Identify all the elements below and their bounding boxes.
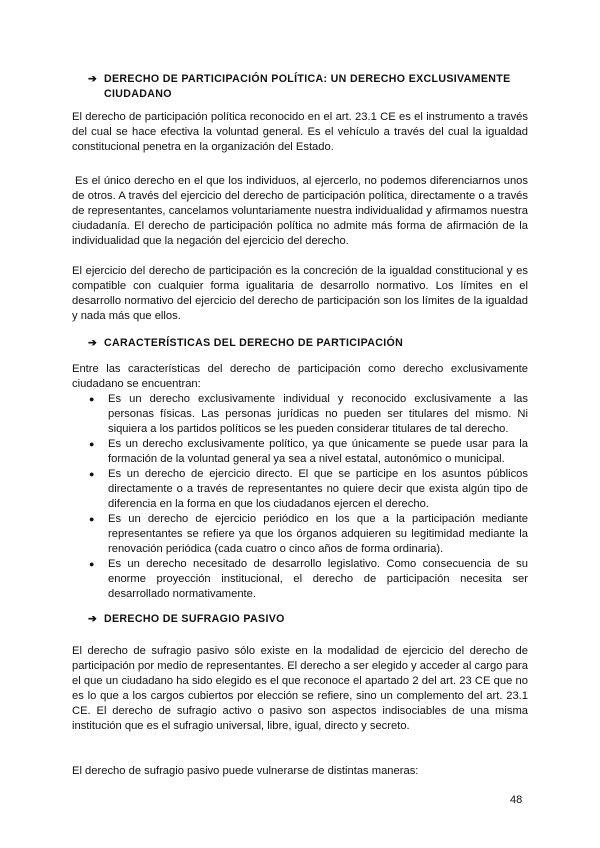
characteristics-list xyxy=(72,392,528,602)
list-item xyxy=(72,437,528,467)
bullet-icon: ● xyxy=(89,559,95,569)
list-item-text: Es un derecho de ejercicio directo. El que se participe en los asuntos públicos directamente o a través de representantes no quiere decir que exista algún tipo de diferencia en la forma en que los ciudadanos ejercen el derecho. xyxy=(108,468,528,510)
heading-text: DERECHO DE SUFRAGIO PASIVO xyxy=(104,613,285,625)
heading-text: CARACTERÍSTICAS DEL DERECHO DE PARTICIPACIÓN xyxy=(104,337,404,349)
bullet-icon: ● xyxy=(89,439,95,449)
heading-sufragio-pasivo xyxy=(88,612,528,627)
paragraph-5: El derecho de sufragio pasivo sólo existe en la modalidad de ejercicio del derecho de participación por medio de representantes. El derecho a ser elegido y acceder al cargo para el que un ciudadano ha sido elegido es el que reconoce el apartado 2 del art. 23 CE que no es lo que a los cargos cubiertos por elección se refiere, sino un complemento del art. 23.1 CE. El derecho de sufragio activo o pasivo son aspectos indisociables de una misma institución que es el sufragio universal, libre, igual, directo y secreto. xyxy=(72,645,528,732)
heading-line-2: CIUDADANO xyxy=(104,88,172,100)
list-item xyxy=(72,467,528,512)
arrow-icon: ➔ xyxy=(88,73,98,85)
list-item xyxy=(72,557,528,602)
list-item xyxy=(72,512,528,557)
paragraph-1: El derecho de participación política reconocido en el art. 23.1 CE es el instrumento a través del cual se hace efectiva la voluntad general. Es el vehículo a través del cual la igualdad constitucional penetra en la organización del Estado. xyxy=(72,111,528,153)
bullet-icon: ● xyxy=(89,469,95,479)
paragraph-3: El ejercicio del derecho de participación es la concreción de la igualdad constitucional y es compatible con cualquier forma igualitaria de desarrollo normativo. Los límites en el desarrollo normativo del ejercicio del derecho de participación son los límites de la igualdad y nada más que ellos. xyxy=(72,265,528,322)
arrow-icon: ➔ xyxy=(88,613,98,625)
heading-line-1: DERECHO DE PARTICIPACIÓN POLÍTICA: UN DERECHO EXCLUSIVAMENTE xyxy=(104,73,511,85)
list-item-text: Es un derecho exclusivamente individual y reconocido exclusivamente a las personas físicas. Las personas jurídicas no pueden ser titulares del mismo. Ni siquiera a los partidos políticos se les pueden considerar titulares de tal derecho. xyxy=(108,393,528,435)
paragraph-4: Entre las características del derecho de participación como derecho exclusivamente ciudadano se encuentran: xyxy=(72,363,528,390)
heading-caracteristicas xyxy=(88,336,528,351)
list-item-text: Es un derecho de ejercicio periódico en los que a la participación mediante representantes se refiere ya que los órganos adquieren su legitimidad mediante la renovación periódica (cada cuatro o cinco años de forma ordinaria). xyxy=(108,513,528,555)
list-item-text: Es un derecho exclusivamente político, ya que únicamente se puede usar para la formación de la voluntad general ya sea a nivel estatal, autonómico o municipal. xyxy=(108,438,528,465)
page-number: 48 xyxy=(510,794,523,806)
bullet-icon: ● xyxy=(89,514,95,524)
bullet-icon: ● xyxy=(89,394,95,404)
heading-participacion-politica xyxy=(88,72,528,102)
paragraph-6: El derecho de sufragio pasivo puede vulnerarse de distintas maneras: xyxy=(72,765,419,777)
paragraph-2: Es el único derecho en el que los individuos, al ejercerlo, no podemos diferenciarnos unos de otros. A través del ejercicio del derecho de participación política, directamente o a través de representantes, cancelamos voluntariamente nuestra individualidad y afirmamos nuestra ciudadanía. El derecho de participación política no admite más forma de afirmación de la individualidad que la negación del ejercicio del derecho. xyxy=(72,175,528,247)
list-item xyxy=(72,392,528,437)
list-item-text: Es un derecho necesitado de desarrollo legislativo. Como consecuencia de su enorme proyección institucional, el derecho de participación necesita ser desarrollado normativamente. xyxy=(108,558,528,600)
arrow-icon: ➔ xyxy=(88,337,98,349)
